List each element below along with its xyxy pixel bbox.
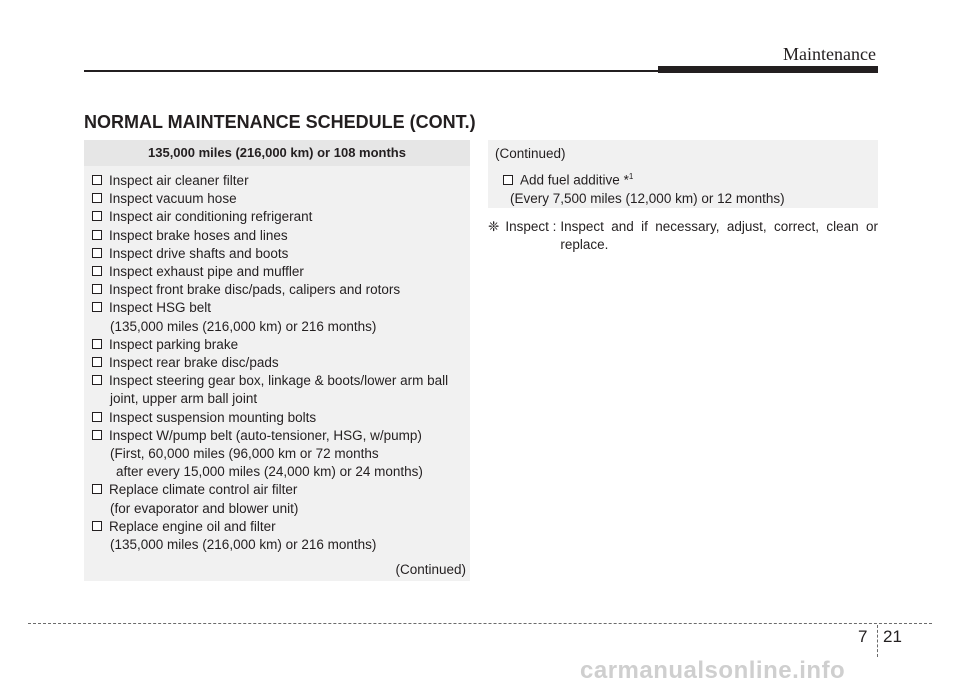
checkbox-icon xyxy=(92,248,103,259)
footnote-marker: 1 xyxy=(628,172,634,181)
list-item xyxy=(84,227,470,245)
watermark: carmanualsonline.info xyxy=(580,657,846,684)
item-label: Inspect exhaust pipe and muffler xyxy=(109,264,304,280)
checkbox-icon xyxy=(92,484,103,495)
list-item xyxy=(84,299,470,335)
list-item xyxy=(84,172,470,190)
header-rule-thick xyxy=(658,66,878,73)
item-label: Inspect brake hoses and lines xyxy=(109,227,288,243)
item-label: Inspect W/pump belt (auto-tensioner, HSG, w/pump) xyxy=(109,427,422,443)
checkbox-icon xyxy=(92,193,103,204)
item-label: Inspect steering gear box, linkage & boots/lower arm ball xyxy=(109,373,449,389)
checkbox-icon xyxy=(92,357,103,368)
item-label: Inspect drive shafts and boots xyxy=(109,245,289,261)
checkbox-icon xyxy=(92,230,103,241)
checkbox-icon xyxy=(92,375,103,386)
footer-dashed-divider xyxy=(877,625,878,657)
continued-label-top: (Continued) xyxy=(495,146,566,161)
item-label: Replace climate control air filter xyxy=(109,482,298,498)
list-item xyxy=(84,481,470,517)
checkbox-icon xyxy=(92,412,103,423)
item-detail: (First, 60,000 miles (96,000 km or 72 months xyxy=(110,446,379,462)
list-item xyxy=(488,163,878,208)
list-item xyxy=(84,263,470,281)
page-chapter: 7 xyxy=(858,627,868,646)
list-item xyxy=(84,208,470,226)
item-label: Inspect HSG belt xyxy=(109,300,212,316)
schedule-box-right xyxy=(488,140,878,208)
continued-label-bottom: (Continued) xyxy=(395,562,466,577)
list-item xyxy=(84,245,470,263)
item-detail: after every 15,000 miles (24,000 km) or 24 months) xyxy=(116,464,423,480)
item-detail: (135,000 miles (216,000 km) or 216 months) xyxy=(110,537,377,553)
fuel-additive-interval: (Every 7,500 miles (12,000 km) or 12 months) xyxy=(510,190,785,206)
item-detail: joint, upper arm ball joint xyxy=(110,391,258,407)
item-label: Inspect air cleaner filter xyxy=(109,173,249,188)
checkbox-icon xyxy=(92,211,103,222)
list-item xyxy=(84,518,470,554)
list-item xyxy=(84,409,470,427)
item-detail: (135,000 miles (216,000 km) or 216 months) xyxy=(110,318,377,334)
header-rule-thin xyxy=(84,70,660,72)
item-label: Inspect rear brake disc/pads xyxy=(109,355,279,371)
checkbox-icon xyxy=(92,302,103,313)
item-label: Inspect suspension mounting bolts xyxy=(109,409,317,425)
list-item xyxy=(84,372,470,408)
item-label: Replace engine oil and filter xyxy=(109,518,276,534)
item-detail: (for evaporator and blower unit) xyxy=(110,500,299,516)
checkbox-icon xyxy=(495,173,520,188)
checkbox-icon xyxy=(92,284,103,295)
list-item xyxy=(84,354,470,372)
checkbox-icon xyxy=(92,430,103,441)
item-label: Inspect parking brake xyxy=(109,336,239,352)
note-symbol-icon: ❈ xyxy=(488,219,500,234)
fuel-additive-label: Add fuel additive * xyxy=(520,172,629,188)
inspect-note xyxy=(488,218,878,254)
list-item xyxy=(84,281,470,299)
checkbox-icon xyxy=(92,266,103,277)
list-item xyxy=(84,336,470,354)
page-number: 21 xyxy=(883,627,902,646)
list-item xyxy=(84,190,470,208)
note-text: Inspect and if necessary, adjust, correct, clean or replace. xyxy=(560,219,878,252)
page-header-title: Maintenance xyxy=(783,44,876,64)
item-label: Inspect air conditioning refrigerant xyxy=(109,209,313,225)
section-title: NORMAL MAINTENANCE SCHEDULE (CONT.) xyxy=(84,112,476,132)
list-item xyxy=(84,427,470,482)
schedule-list xyxy=(84,166,470,554)
checkbox-icon xyxy=(92,175,103,186)
schedule-heading: 135,000 miles (216,000 km) or 108 months xyxy=(84,140,470,166)
checkbox-icon xyxy=(92,521,103,532)
item-label: Inspect front brake disc/pads, calipers and rotors xyxy=(109,282,401,298)
footer-dashed-rule xyxy=(28,623,932,624)
schedule-box-left xyxy=(84,140,470,581)
checkbox-icon xyxy=(92,339,103,350)
item-label: Inspect vacuum hose xyxy=(109,191,237,207)
note-label: Inspect : xyxy=(505,219,557,234)
